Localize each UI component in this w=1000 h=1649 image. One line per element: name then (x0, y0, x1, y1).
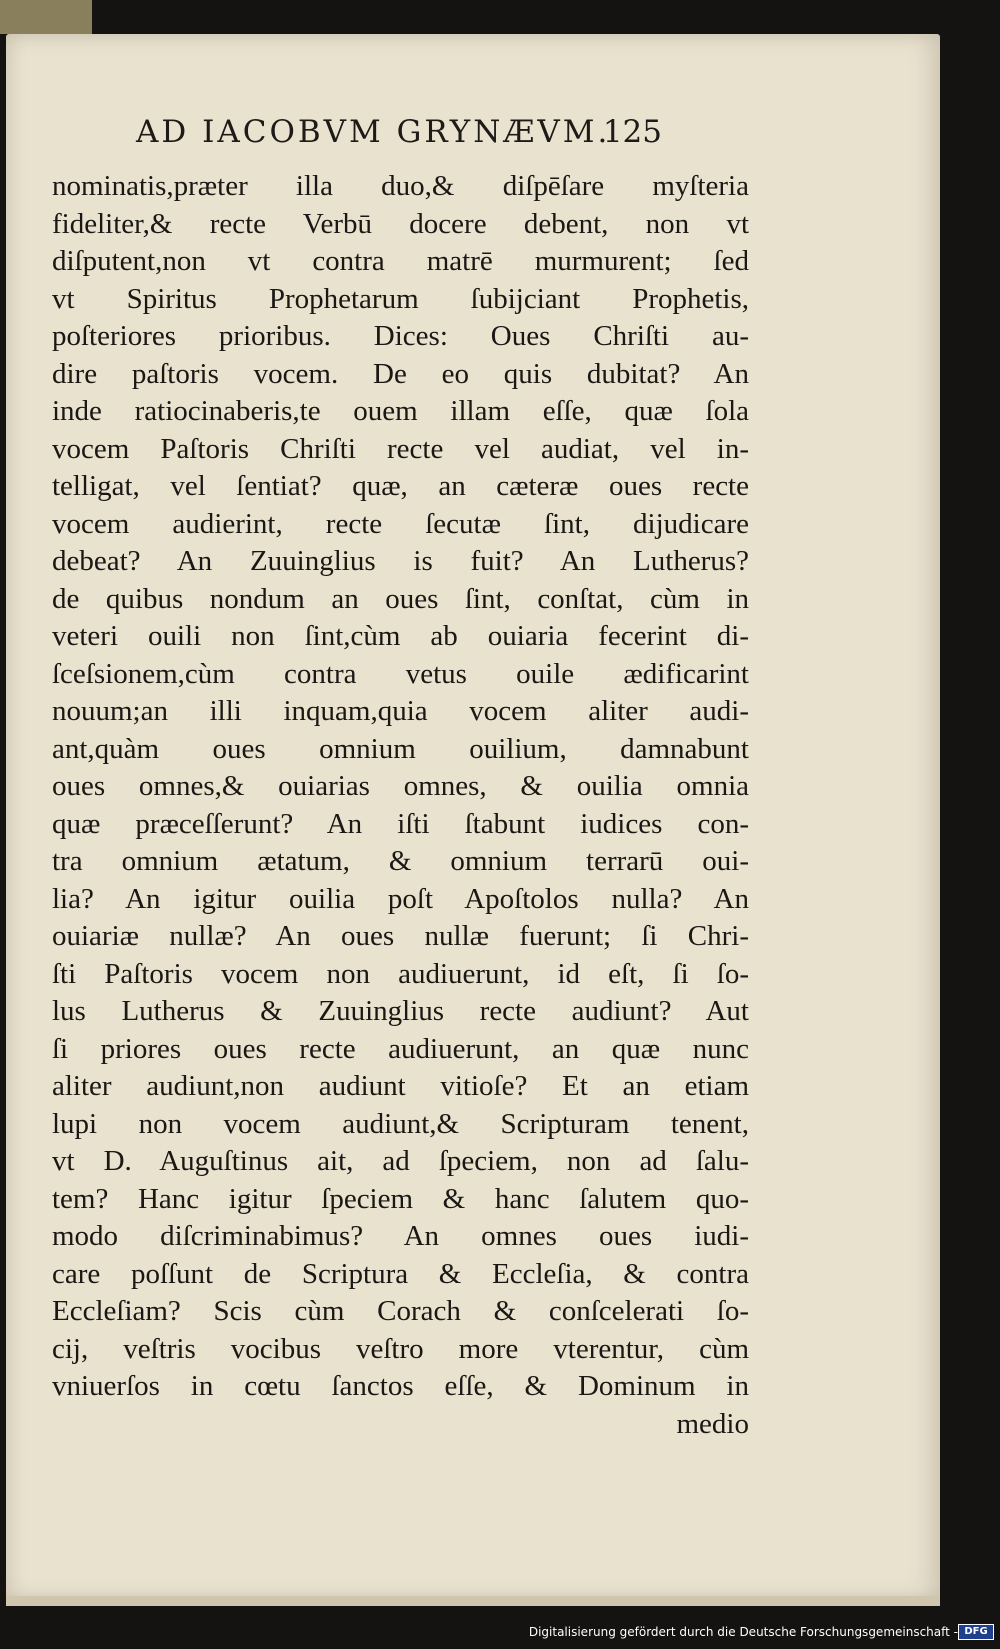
text-line: cij, veſtris vocibus veſtro more vterentur, cùm (52, 1332, 749, 1365)
text-line: fideliter,& recte Verbū docere debent, non vt (52, 207, 749, 240)
text-line: lus Lutherus & Zuuinglius recte audiunt? Aut (52, 995, 749, 1027)
text-line: de quibus nondum an oues ſint, conſtat, cùm in (52, 582, 749, 615)
text-line: tem? Hanc igitur ſpeciem & hanc ſalutem quo- (52, 1182, 749, 1215)
text-line: ſceſsionem,cùm contra vetus ouile ædificarint (52, 657, 749, 690)
text-line: tra omnium ætatum, & omnium terrarū oui- (52, 845, 749, 877)
text-line: lia? An igitur ouilia poſt Apoſtolos nulla? An (52, 882, 749, 915)
dfg-logo: DFG (958, 1624, 994, 1640)
text-line: vocem Paſtoris Chriſti recte vel audiat, vel in- (52, 432, 749, 465)
text-line: dire paſtoris vocem. De eo quis dubitat? An (52, 357, 749, 390)
running-head: AD IACOBVM GRYNÆVM. (136, 114, 611, 150)
text-line: veteri ouili non ſint,cùm ab ouiaria fecerint di- (52, 620, 749, 652)
text-line: care poſſunt de Scriptura & Eccleſia, & contra (52, 1257, 749, 1290)
text-line: nominatis,præter illa duo,& diſpēſare myſteria (52, 170, 749, 202)
book-page (6, 34, 940, 1600)
text-line: oues omnes,& ouiarias omnes, & ouilia omnia (52, 770, 749, 802)
scan-corner-tab (0, 0, 92, 34)
text-line: diſputent,non vt contra matrē murmurent; ſed (52, 245, 749, 277)
text-line: ouiariæ nullæ? An oues nullæ fuerunt; ſi Chri- (52, 920, 749, 952)
text-line: vocem audierint, recte ſecutæ ſint, dijudicare (52, 507, 749, 540)
text-line: modo diſcriminabimus? An omnes oues iudi- (52, 1220, 749, 1252)
page-bottom-edge (6, 1596, 940, 1606)
text-line: ſi priores oues recte audiuerunt, an quæ nunc (52, 1032, 749, 1065)
text-block (52, 168, 749, 1443)
text-line: debeat? An Zuuinglius is fuit? An Lutherus? (52, 545, 749, 577)
text-line: quæ præceſſerunt? An iſti ſtabunt iudices con- (52, 807, 749, 840)
text-line: poſteriores prioribus. Dices: Oues Chriſti au- (52, 320, 749, 352)
text-line: vniuerſos in cœtu ſanctos eſſe, & Dominum in (52, 1370, 749, 1402)
text-line: ant,quàm oues omnium ouilium, damnabunt (52, 732, 749, 765)
catchword: medio (676, 1407, 749, 1440)
text-line: ſti Paſtoris vocem non audiuerunt, id eſt, ſi ſo- (52, 957, 749, 990)
text-line: telligat, vel ſentiat? quæ, an cæteræ oues recte (52, 470, 749, 502)
text-line: aliter audiunt,non audiunt vitioſe? Et an etiam (52, 1070, 749, 1102)
page-number: 125 (602, 114, 662, 150)
text-line: nouum;an illi inquam,quia vocem aliter audi- (52, 695, 749, 727)
text-line: Eccleſiam? Scis cùm Corach & conſcelerati ſo- (52, 1295, 749, 1327)
digitization-credit: Digitalisierung gefördert durch die Deutsche Forschungsgemeinschaft - (528, 1625, 958, 1639)
text-line: inde ratiocinaberis,te ouem illam eſſe, quæ ſola (52, 395, 749, 427)
text-line: vt D. Auguſtinus ait, ad ſpeciem, non ad ſalu- (52, 1145, 749, 1177)
text-line: lupi non vocem audiunt,& Scripturam tenent, (52, 1107, 749, 1140)
text-line: vt Spiritus Prophetarum ſubijciant Prophetis, (52, 282, 749, 315)
